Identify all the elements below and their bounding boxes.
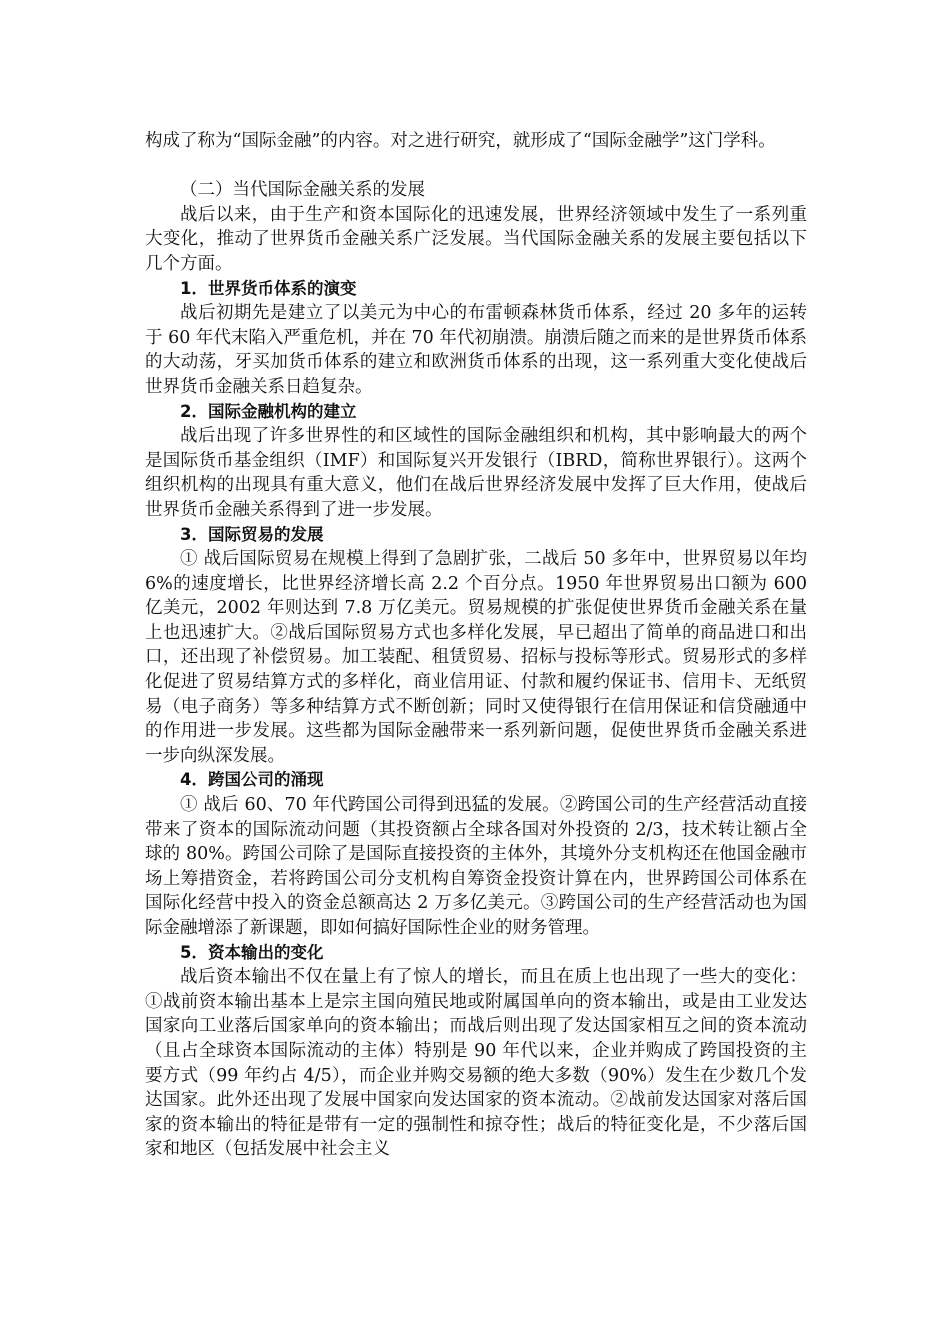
section-intro-paragraph: 战后以来，由于生产和资本国际化的迅速发展，世界经济领域中发生了一系列重大变化，推动了世界货币金融关系广泛发展。当代国际金融关系的发展主要包括以下几个方面。 [145,204,807,274]
subsection-body-5: 战后资本输出不仅在量上有了惊人的增长，而且在质上也出现了一些大的变化：①战前资本输出基本上是宗主国向殖民地或附属国单向的资本输出，或是由工业发达国家向工业落后国家单向的资本输出；而战后则出现了发达国家相互之间的资本流动（且占全球资本国际流动的主体）特别是 90 年代以来，企业并购成了跨国投资的主要方式（99 年约占 4/5），而企业并购交易额的绝大多数（90%）发生在少数几个发达国家。此外还出现了发展中国家向发达国家的资本流动。②战前发达国家对落后国家的资本输出的特征是带有一定的强制性和掠夺性；战后的特征变化是，不少落后国家和地区（包括发展中社会主义 [145,967,807,1160]
subsection-heading-3: 3．国际贸易的发展 [180,524,324,544]
subsection-body-1: 战后初期先是建立了以美元为中心的布雷顿森林货币体系，经过 20 多年的运转于 60 年代末陷入严重危机，并在 70 年代初崩溃。崩溃后随之而来的是世界货币体系的大动荡，牙买加货币体系的建立和欧洲货币体系的出现，这一系列重大变化使战后世界货币金融关系日趋复杂。 [145,303,807,397]
subsection-body-4: ① 战后 60、70 年代跨国公司得到迅猛的发展。②跨国公司的生产经营活动直接带来了资本的国际流动问题（其投资额占全球各国对外投资的 2/3，技术转让额占全球的 80%。跨国公司除了是国际直接投资的主体外，其境外分支机构还在他国金融市场上筹措资金，若将跨国公司分支机构自筹资金投资计算在内，世界跨国公司体系在国际化经营中投入的资金总额高达 2 万多亿美元。③跨国公司的生产经营活动也为国际金融增添了新课题，即如何搞好国际性企业的财务管理。 [145,795,807,938]
section-title: （二）当代国际金融关系的发展 [180,180,425,201]
subsection-heading-2: 2．国际金融机构的建立 [180,401,357,421]
document-body [145,129,807,1162]
intro-paragraph: 构成了称为“国际金融”的内容。对之进行研究，就形成了“国际金融学”这门学科。 [145,131,776,151]
subsection-body-3: ① 战后国际贸易在规模上得到了急剧扩张，二战后 50 多年中，世界贸易以年均 6%的速度增长，比世界经济增长高 2.2 个百分点。1950 年世界贸易出口额为 600 亿美元，2002 年则达到 7.8 万亿美元。贸易规模的扩张促使世界货币金融关系在量上也迅速扩大。②战后国际贸易方式也多样化发展，早已超出了简单的商品进口和出口，还出现了补偿贸易。加工装配、租赁贸易、招标与投标等形式。贸易形式的多样化促进了贸易结算方式的多样化，商业信用证、付款和履约保证书、信用卡、无纸贸易（电子商务）等多种结算方式不断创新；同时又使得银行在信用保证和信贷融通中的作用进一步发展。这些都为国际金融带来一系列新问题，促使世界货币金融关系进一步向纵深发展。 [145,549,807,766]
subsection-heading-1: 1．世界货币体系的演变 [180,278,357,298]
subsection-body-2: 战后出现了许多世界性的和区域性的国际金融组织和机构，其中影响最大的两个是国际货币基金组织（IMF）和国际复兴开发银行（IBRD，简称世界银行）。这两个组织机构的出现具有重大意义，他们在战后世界经济发展中发挥了巨大作用，使战后世界货币金融关系得到了进一步发展。 [145,426,807,520]
subsection-heading-4: 4．跨国公司的涌现 [180,770,324,790]
subsection-heading-5: 5．资本输出的变化 [180,942,324,962]
